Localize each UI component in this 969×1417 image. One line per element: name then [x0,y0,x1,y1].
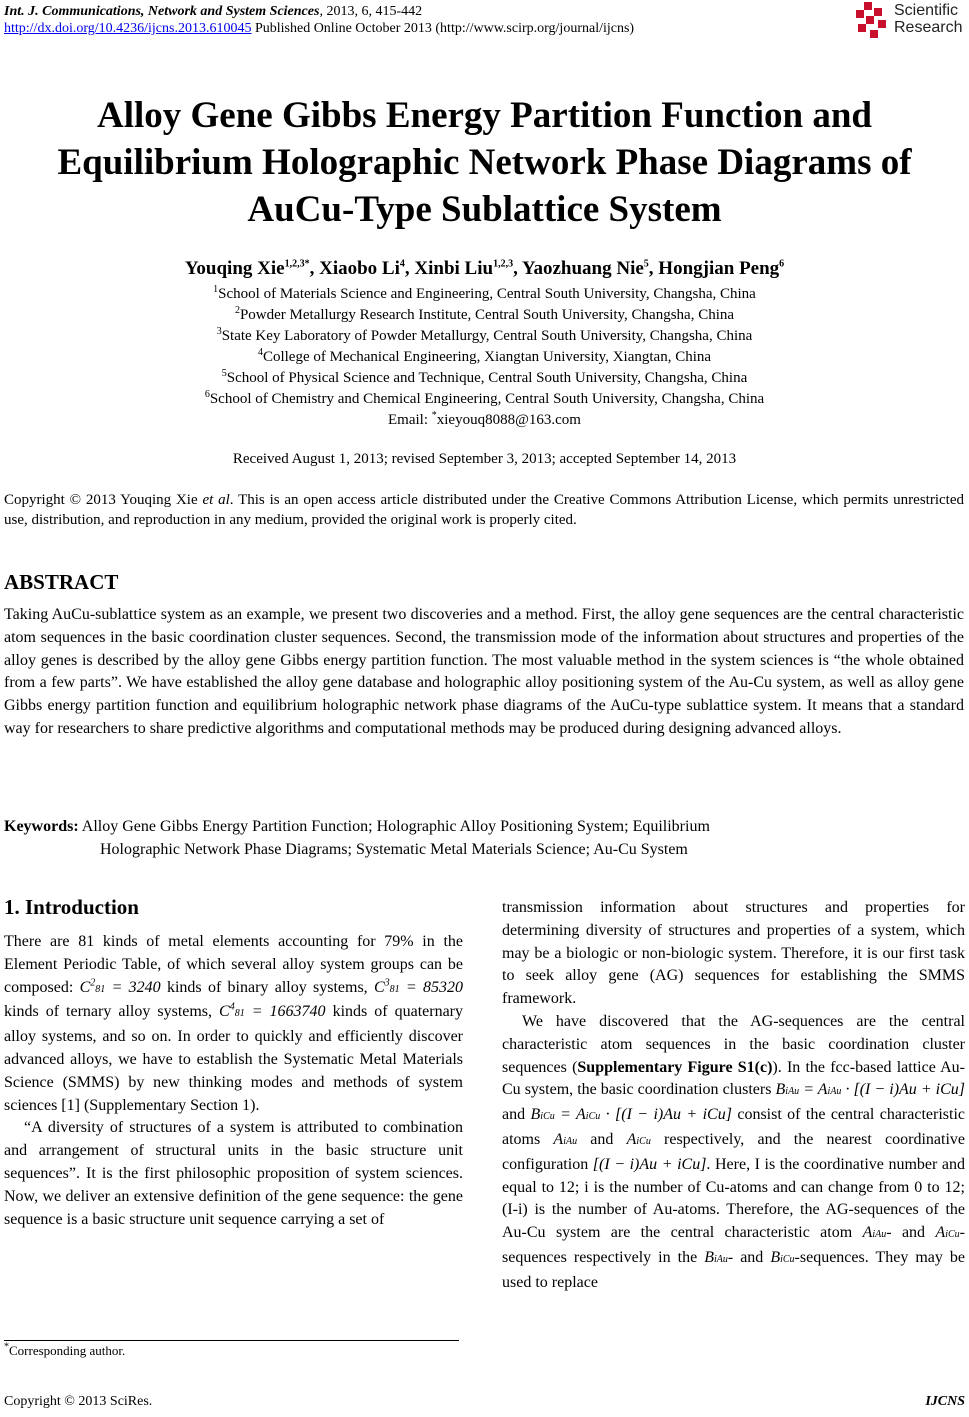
equation: [(I − i)Au + iCu] [592,1155,707,1173]
column-right [502,897,965,1295]
running-header [4,3,634,37]
logo-text: Scientific Research [894,2,963,36]
equation: BiAu [704,1248,728,1266]
equation: AiAu [553,1130,578,1148]
equation: AiCu [935,1224,960,1242]
footnote-rule [4,1340,459,1341]
affiliation: $^2$Powder Metallurgy Research Institute, Central South University, Changsha, China [234,305,735,323]
abstract-heading: ABSTRACT [4,570,119,594]
author-list: Youqing Xie$^{1,2,3*}$, Xiaobo Li$^4$, Xinbi Liu$^{1,2,3}$, Yaozhuang Nie$^5$, Hongjian Peng$^6$ [184,258,785,279]
journal-info: , 2013, 6, 415-442 [319,4,423,19]
doi-link[interactable]: http://dx.doi.org/10.4236/ijcns.2013.610045 [4,21,252,36]
affiliations [0,284,969,431]
column-left [4,931,463,1231]
math-inline: $C^281 = 3240$ [79,977,161,996]
author: Youqing Xie$^{1,2,3*}$ [184,258,310,279]
author: Hongjian Peng$^6$ [658,258,785,279]
paragraph: There are 81 kinds of metal elements accounting for 79% in the Element Periodic Table, of which several alloy system groups can be composed: $C^281 = 3240$ kinds of binary alloy systems, $C^381 = 85320$ kinds of ternary alloy systems, $C^481 = 1663740$ kinds of quaternary alloy systems, and so on. In order to quickly and efficiently discover advanced alloys, we have to establish the Systematic Metal Materials Science (SMMS) by new thinking modes and methods of system sciences [1] (Supplementary Section 1). [4,933,464,1114]
received-dates: Received August 1, 2013; revised September 3, 2013; accepted September 14, 2013 [232,451,737,467]
paper-title: Alloy Gene Gibbs Energy Partition Function and Equilibrium Holographic Network Phase Diagrams of AuCu-Type Sublattice System [57,95,912,230]
author: Xiaobo Li$^4$ [319,258,405,279]
equation: AiAu [862,1224,887,1242]
email: Email: *xieyouq8088@163.com [388,410,581,428]
paragraph: transmission information about structures and properties for determining diversity of structures and properties of a system, which may be a biologic or non-biologic system. Therefore, it is our first task to seek alloy gene (AG) sequences for establishing the SMMS framework. [502,899,965,1008]
affiliation: $^5$School of Physical Science and Technique, Central South University, Changsha, China [221,368,748,386]
equation: BiCu = AiCu · [(I − i)Au + iCu] [530,1106,732,1124]
math-inline: $C^381 = 85320$ [373,977,464,996]
footer-journal: IJCNS [925,1394,965,1409]
equation: BiCu [770,1248,795,1266]
affiliation: $^1$School of Materials Science and Engineering, Central South University, Changsha, China [213,284,756,302]
affiliation: $^3$State Key Laboratory of Powder Metallurgy, Central South University, Changsha, China [216,326,753,344]
equation: AiCu [626,1130,651,1148]
affiliation: $^4$College of Mechanical Engineering, Xiangtan University, Xiangtan, China [257,347,712,365]
math-inline: $C^481 = 1663740$ [219,1002,326,1021]
logo-mark-icon [850,2,890,40]
author: Xinbi Liu$^{1,2,3}$ [414,258,514,279]
email-address[interactable]: xieyouq8088@163.com [436,412,581,428]
keywords: Keywords: Alloy Gene Gibbs Energy Partition Function; Holographic Alloy Positioning System; Equilibrium Holographic Network Phase Diagrams; Systematic Metal Materials Science; Au-Cu System [4,818,710,858]
published-info: Published Online October 2013 (http://www.scirp.org/journal/ijcns) [251,21,635,36]
abstract-text: Taking AuCu-sublattice system as an example, we present two discoveries and a method. First, the alloy gene sequences are the central characteristic atom sequences in the basic coordination cluster sequences. Second, the transmission mode of the information about structures and properties of the alloy genes is described by the alloy gene Gibbs energy partition function. The most valuable method in the system sciences is “the whole obtained from a few parts”. We have established the alloy gene database and holographic alloy positioning system of the Au-Cu system, as well as alloy gene Gibbs energy partition function and equilibrium holographic network phase diagrams of the AuCu-type sublattice system. It means that a standard way for researchers to share predictive algorithms and computational methods may be produced during designing advanced alloys. [4,606,964,737]
journal-name: Int. J. Communications, Network and System Sciences [4,4,320,19]
equation: BiAu = AiAu · [(I − i)Au + iCu] [775,1081,966,1099]
copyright-notice: Copyright © 2013 Youqing Xie et al. This is an open access article distributed under the Creative Commons Attribution License, which permits unrestricted use, distribution, and reproduction in any medium, provided the original work is properly cited. [4,492,964,528]
author: Yaozhuang Nie$^5$ [521,258,649,279]
paragraph: “A diversity of structures of a system is attributed to combination and arrangement of structural units in the basic structure unit sequences”. It is the first philosophic proposition of system sciences. Now, we deliver an extensive definition of the gene sequence: the gene sequence is a basic structure unit sequence carrying a set of [4,1119,463,1228]
section-heading: 1. Introduction [4,895,139,919]
footer-copyright: Copyright © 2013 SciRes. [4,1394,153,1409]
publisher-logo [850,2,968,40]
footnote: *Corresponding author. [4,1341,126,1358]
affiliation: $^6$School of Chemistry and Chemical Engineering, Central South University, Changsha, China [204,389,765,407]
keywords-label: Keywords: [4,818,79,835]
paragraph: We have discovered that the AG-sequences are the central characteristic atom sequences in the basic coordination cluster sequences (Supplementary Figure S1(c)). In the fcc-based lattice Au-Cu system, the basic coordination clusters BiAu = AiAu · [(I − i)Au + iCu] and BiCu = AiCu · [(I − i)Au + iCu] consist of the central characteristic atoms AiAu and AiCu respectively, and the nearest coordinative configuration [(I − i)Au + iCu]. Here, I is the coordinative number and equal to 12; i is the number of Cu-atoms and can change from 0 to 12; (I-i) is the number of Au-atoms. Therefore, the AG-sequences of the Au-Cu system are the central characteristic atom AiAu- and AiCu-sequences respectively in the BiAu- and BiCu-sequences. They may be used to replace [502,1012,966,1291]
